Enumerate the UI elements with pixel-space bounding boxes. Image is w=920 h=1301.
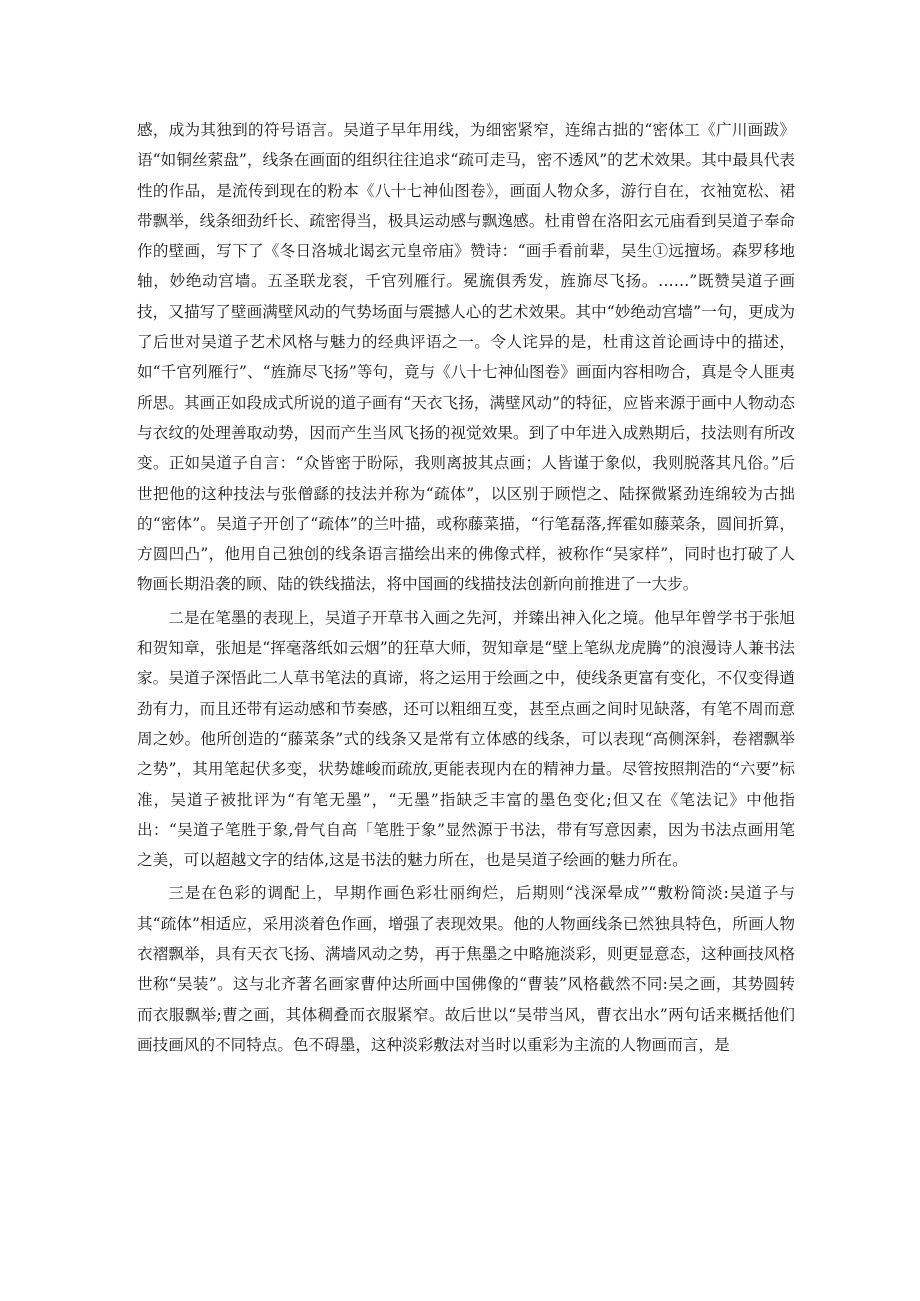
- paragraph-color: 三是在色彩的调配上，早期作画色彩壮丽绚烂，后期则“浅深晕成”“敷粉简淡:吴道子与其“疏体”相适应，采用淡着色作画，增强了表现效果。他的人物画线条已然独具特色，所画人物衣褶飘举，具有天衣飞扬、满墙风动之势，再于焦墨之中略施淡彩，则更显意态，这种画技风格世称“吴装”。这与北齐著名画家曹仲达所画中国佛像的“曹装”风格截然不同:吴之画，其势圆转而衣服飘举;曹之画，其体稠叠而衣服紧窄。故后世以“吴带当风，曹衣出水”两句话来概括他们画技画风的不同特点。色不碍墨，这种淡彩敷法对当时以重彩为主流的人物画而言，是: [137, 884, 795, 1054]
- paragraph-brush-and-ink: 二是在笔墨的表现上，吴道子开草书入画之先河，并臻出神入化之境。他早年曾学书于张旭和贺知章，张旭是“挥毫落纸如云烟”的狂草大师，贺知章是“壁上笔纵龙虎腾”的浪漫诗人兼书法家。吴道子深悟此二人草书笔法的真谛，将之运用于绘画之中，使线条更富有变化，不仅变得遒劲有力，而且还带有运动感和节奏感，还可以粗细互变，甚至点画之间时见缺落，有笔不周而意周之妙。他所创造的“藤菜条”式的线条又是常有立体感的线条，可以表现“高侧深斜，卷褶飘举之势”，其用笔起伏多变，状势雄峻而疏放,更能表现内在的精神力量。尽管按照荆浩的“六要”标准，吴道子被批评为“有笔无墨”，“无墨”指缺乏丰富的墨色变化;但又在《笔法记》中他指出：“吴道子笔胜于象,骨气自高「笔胜于象”显然源于书法，带有写意因素，因为书法点画用笔之美，可以超越文字的结体,这是书法的魅力所在，也是吴道子绘画的魅力所在。: [137, 608, 795, 870]
- body-text: [137, 115, 795, 1060]
- paragraph-continuation: 感，成为其独到的符号语言。吴道子早年用线，为细密紧窄，连绵古拙的“密体工《广川画跋》语“如铜丝萦盘”，线条在画面的组织往往追求“疏可走马，密不透风”的艺术效果。其中最具代表性的作品，是流传到现在的粉本《八十七神仙图卷》，画面人物众多，游行自在，衣袖宽松、裙带飘举，线条细劲纤长、疏密得当，极具运动感与飘逸感。杜甫曾在洛阳玄元庙看到吴道子奉命作的壁画，写下了《冬日洛城北谒玄元皇帝庙》赞诗：“画手看前辈，吴生①远擅场。森罗移地轴，妙绝动宫墙。五圣联龙衮，千官列雁行。冕旒俱秀发，旌旆尽飞扬。……”既赞吴道子画技，又描写了壁画满壁风动的气势场面与震撼人心的艺术效果。其中“妙绝动宫墙”一句，更成为了后世对吴道子艺术风格与魅力的经典评语之一。令人诧异的是，杜甫这首论画诗中的描述，如“千官列雁行”、“旌旆尽飞扬”等句，竟与《八十七神仙图卷》画面内容相吻合，真是令人匪夷所思。其画正如段成式所说的道子画有“天衣飞扬，满壁风动”的特征，应皆来源于画中人物动态与衣纹的处理善取动势，因而产生当风飞扬的视觉效果。到了中年进入成熟期后，技法则有所改变。正如吴道子自言：“众皆密于盼际，我则离披其点画；人皆谨于象似，我则脱落其凡俗。”后世把他的这种技法与张僧繇的技法并称为“疏体”，以区别于顾恺之、陆探微紧劲连绵较为古拙的“密体”。吴道子开创了“疏体”的兰叶描，或称藤菜描，“行笔磊落,挥霍如藤菜条，圆间折算，方圆凹凸”，他用自己独创的线条语言描绘出来的佛像式样，被称作“吴家样”，同时也打破了人物画长期沿袭的顾、陆的铁线描法，将中国画的线描技法创新向前推进了一大步。: [137, 121, 795, 594]
